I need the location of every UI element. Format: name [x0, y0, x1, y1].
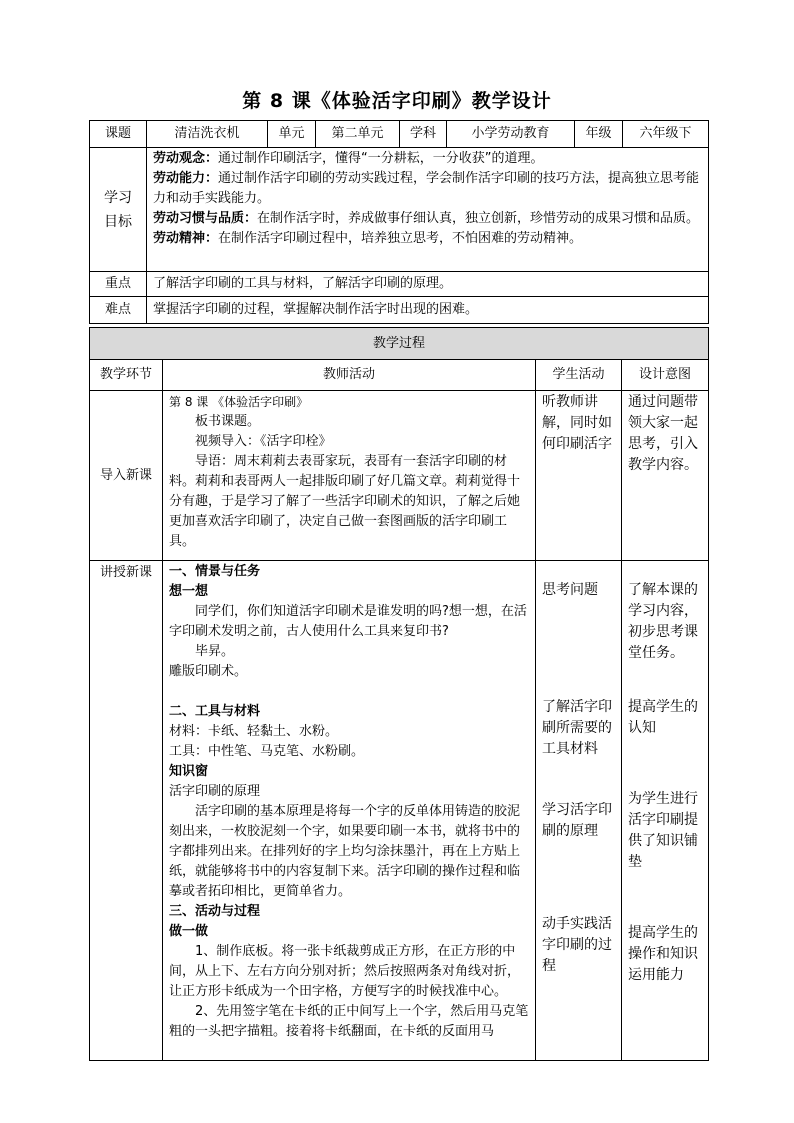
- topic-value: 清洁洗衣机: [147, 121, 268, 148]
- topic-label: 课题: [90, 121, 147, 148]
- grade-label: 年级: [575, 121, 623, 148]
- key-point-text: 了解活字印刷的工具与材料，了解活字印刷的原理。: [147, 272, 709, 297]
- objectives-content: [147, 148, 709, 272]
- column-header: 教师活动: [163, 360, 536, 391]
- objective-item: 劳动能力：通过制作活字印刷的劳动实践过程，学会制作活字印刷的技巧方法，提高独立思考能力和动手实践能力。: [153, 171, 700, 206]
- grade-value: 六年级下: [623, 121, 709, 148]
- unit-value: 第二单元: [316, 121, 400, 148]
- objective-item: 劳动精神：在制作活字印刷过程中，培养独立思考，不怕困难的劳动精神。: [153, 231, 583, 246]
- difficulty-label: 难点: [90, 297, 147, 324]
- student-activity-intro: 听教师讲解，同时如何印刷活字: [536, 391, 622, 561]
- table-row: [90, 391, 709, 561]
- column-header: 设计意图: [622, 360, 709, 391]
- difficulty-text: 掌握活字印刷的过程，掌握解决制作活字时出现的困难。: [147, 297, 709, 324]
- table-row: [90, 561, 709, 1061]
- design-intent-explain: 了解本课的学习内容，初步思考课堂任务。 提高学生的认知 为学生进行活字印刷提供了知识铺垫 提高学生的操作和知识运用能力: [622, 561, 709, 1061]
- teaching-process-table: [89, 327, 709, 1061]
- objective-item: 劳动观念：通过制作印刷活字，懂得“一分耕耘，一分收获”的道理。: [153, 151, 544, 166]
- unit-label: 单元: [268, 121, 316, 148]
- student-activity-explain: 思考问题 了解活字印刷所需要的工具材料 学习活字印刷的原理 动手实践活字印刷的过程: [536, 561, 622, 1061]
- stage-intro: 导入新课: [90, 391, 163, 561]
- process-header: 教学过程: [90, 328, 709, 360]
- objectives-label: 学习目标: [90, 148, 147, 272]
- teacher-activity-explain: 一、情景与任务 想一想 同学们，你们知道活字印刷术是谁发明的吗?想一想，在活字印刷术发明之前，古人使用什么工具来复印书? 毕昇。 雕版印刷术。 二、工具与材料 材料：卡纸、轻黏土、水粉。 工具：中性笔、马克笔、水粉刷。 知识窗 活字印刷的原理 活字印刷的基本原理是将每一个字的反单体用铸造的胶泥刻出来，一枚胶泥刻一个字，如果要印刷一本书，就将书中的字都排列出来。在排列好的字上均匀涂抹墨汁，再在上方贴上纸，就能够将书中的内容复制下来。活字印刷的操作过程和临摹或者拓印相比，更简单省力。 三、活动与过程 做一做 1、制作底板。将一张卡纸裁剪成正方形，在正方形的中间，从上下、左右方向分别对折；然后按照两条对角线对折，让正方形卡纸成为一个田字格，方便写字的时候找准中心。 2、先用签字笔在卡纸的正中间写上一个字，然后用马克笔粗的一头把字描粗。接着将卡纸翻面，在卡纸的反面用马: [163, 561, 536, 1061]
- column-header: 教学环节: [90, 360, 163, 391]
- subject-value: 小学劳动教育: [447, 121, 575, 148]
- objective-item: 劳动习惯与品质：在制作活字时，养成做事仔细认真，独立创新，珍惜劳动的成果习惯和品质。: [153, 211, 700, 226]
- stage-explain: 讲授新课: [90, 561, 163, 1061]
- key-point-label: 重点: [90, 272, 147, 297]
- page-title: 第 8 课《体验活字印刷》教学设计: [242, 90, 552, 112]
- lesson-info-table: [89, 120, 709, 324]
- teacher-activity-intro: 第 8 课 《体验活字印刷》 板书课题。 视频导入：《活字印栓》 导语：周末莉莉去表哥家玩，表哥有一套活字印刷的材料。莉莉和表哥两人一起排版印刷了好几篇文章。莉莉觉得十分有趣，于是学习了解了一些活字印刷术的知识，了解之后她更加喜欢活字印刷了，决定自己做一套图画版的活字印刷工具。: [163, 391, 536, 561]
- column-header: 学生活动: [536, 360, 622, 391]
- design-intent-intro: 通过问题带领大家一起思考，引入教学内容。: [622, 391, 709, 561]
- subject-label: 学科: [400, 121, 447, 148]
